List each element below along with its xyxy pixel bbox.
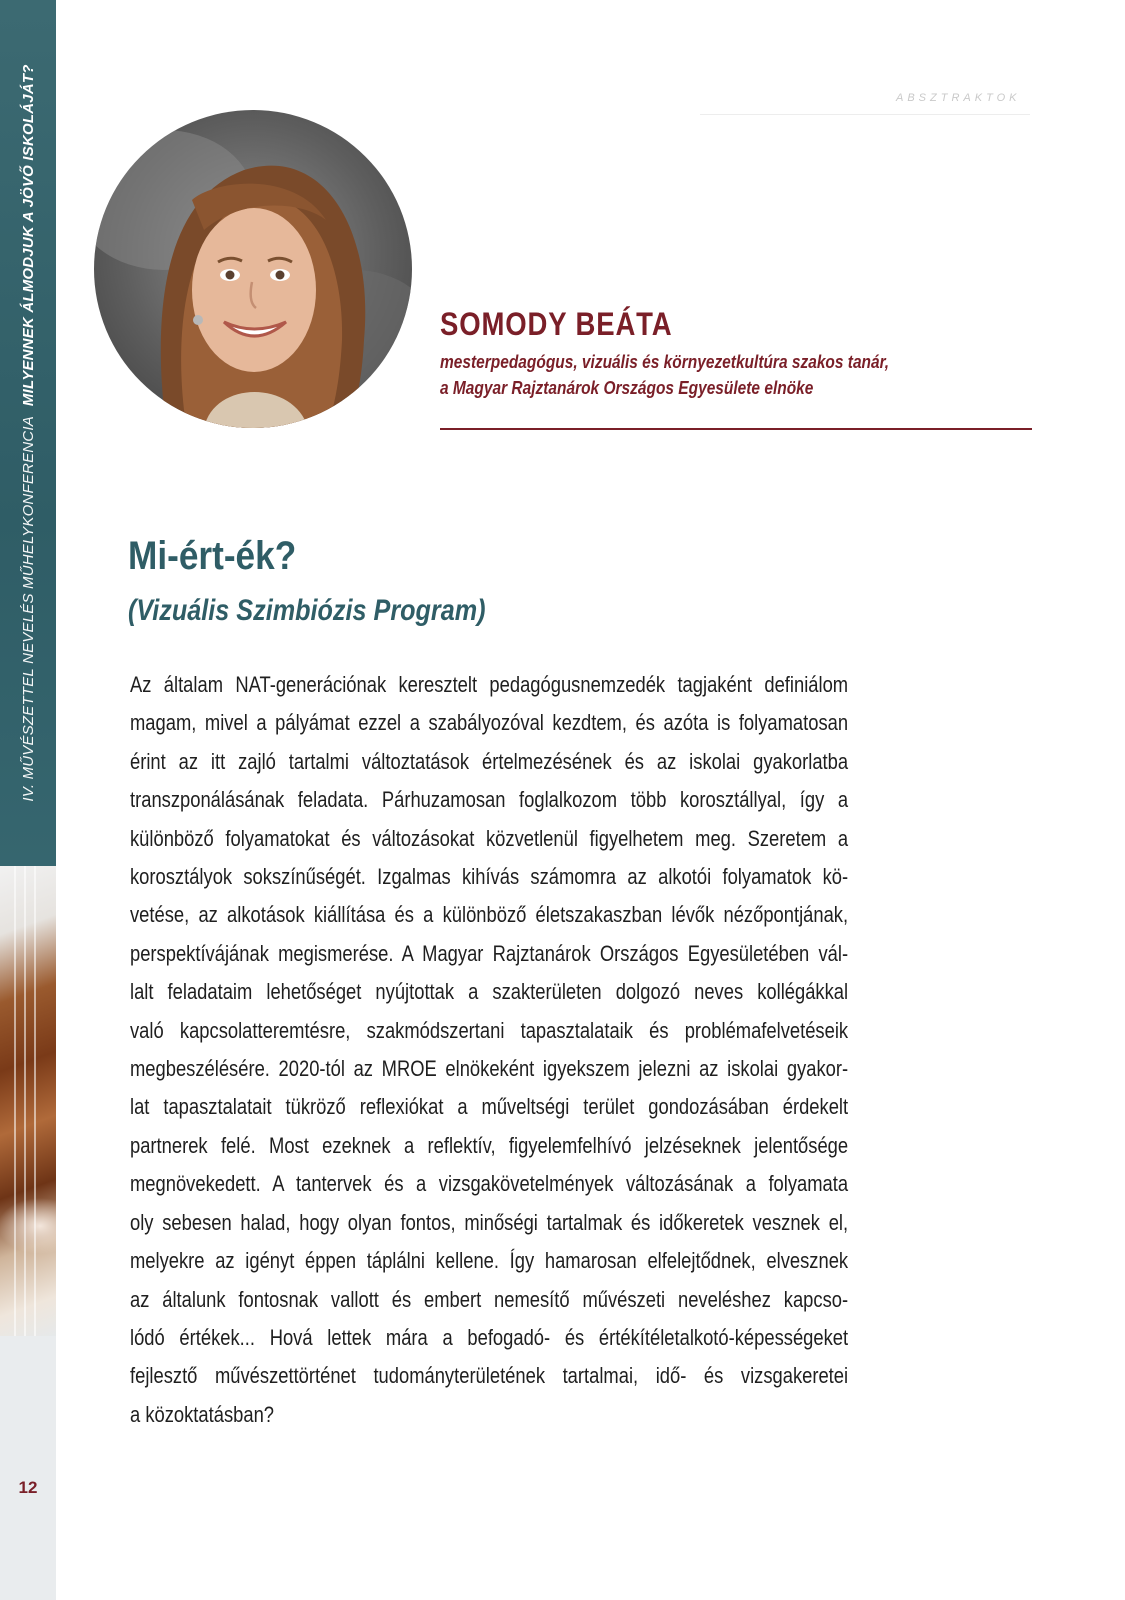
body-line: perspektívájának megismerése. A Magyar Rajztanárok Országos Egyesületében vál- [130,940,849,966]
violin-string [14,866,16,1336]
article-title: Mi-ért-ék? [128,534,297,578]
body-line: korosztályok sokszínűségét. Izgalmas kihívás számomra az alkotói folyamatok kö- [130,864,849,890]
violin-photo-strip [0,866,56,1336]
author-name: SOMODY BEÁTA [440,306,673,342]
sidebar-vertical-text [8,8,48,858]
conference-question: MILYENNEK ÁLMODJUK A JÖVŐ ISKOLÁJÁT? [19,64,37,407]
body-line: érint az itt zajló tartalmi változtatások értelmezésének és az iskolai gyakorlatba [130,748,849,774]
article-subtitle: (Vizuális Szimbiózis Program) [128,594,486,627]
header-divider [700,114,1030,115]
author-role-line-2: a Magyar Rajztanárok Országos Egyesülete elnöke [440,378,814,398]
body-line: melyekre az igényt éppen táplálni kellene. Így hamarosan elfelejtődnek, elvesznek [130,1248,849,1274]
body-line: különböző folyamatokat és változásokat közvetlenül figyelhetem meg. Szeretem a [130,825,849,851]
conference-name: IV. MŰVÉSZETTEL NEVELÉS MŰHELYKONFERENCIA [19,416,37,802]
body-line: lódó értékek... Hová lettek mára a befogadó- és értékítéletalkotó-képességeket [130,1324,849,1350]
page-number: 12 [18,1478,38,1497]
portrait-illustration [94,110,412,428]
author-divider [440,428,1032,430]
body-line: a közoktatásban? [130,1401,275,1427]
article-body [130,666,848,1434]
body-line: lat tapasztalatait tükröző reflexiókat a műveltségi terület gondozásában érdekelt [130,1094,849,1120]
section-header: ABSZTRAKTOK [896,92,1021,104]
body-line: vetése, az alkotások kiállítása és a különböző életszakaszban lévők nézőpontjának, [130,902,849,928]
body-line: való kapcsolatteremtésre, szakmódszertani tapasztalataik és problémafelvetéseik [130,1017,849,1043]
violin-string [34,866,36,1336]
body-line: lalt feladataim lehetőséget nyújtottak a szakterületen dolgozó neves kollégákkal [130,979,849,1005]
author-portrait [94,110,412,428]
author-info [440,306,1032,401]
body-line: oly sebesen halad, hogy olyan fontos, minőségi tartalmak és időkeretek vesznek el, [130,1209,849,1235]
body-line: megnövekedett. A tantervek és a vizsgakövetelmények változásának a folyamata [130,1171,849,1197]
body-line: fejlesztő művészettörténet tudományterületének tartalmai, idő- és vizsgakeretei [130,1363,849,1389]
body-line: partnerek felé. Most ezeknek a reflektív, figyelemfelhívó jelzéseknek jelentősége [130,1132,849,1158]
body-line: Az általam NAT-generációnak keresztelt pedagógusnemzedék tagjaként definiálom [130,672,849,697]
body-line: magam, mivel a pályámat ezzel a szabályozóval kezdtem, és azóta is folyamatosan [130,710,849,736]
author-role-line-1: mesterpedagógus, vizuális és környezetkultúra szakos tanár, [440,352,890,372]
body-line: az általunk fontosnak vallott és embert nemesítő művészeti neveléshez kapcso- [130,1286,849,1312]
violin-string [24,866,26,1336]
body-line: megbeszélésére. 2020-tól az MROE elnökeként igyekszem jelezni az iskolai gyakor- [130,1056,849,1082]
sidebar-title-strip [0,0,56,866]
body-line: transzponálásának feladata. Párhuzamosan foglalkozom több korosztállyal, így a [130,787,849,813]
